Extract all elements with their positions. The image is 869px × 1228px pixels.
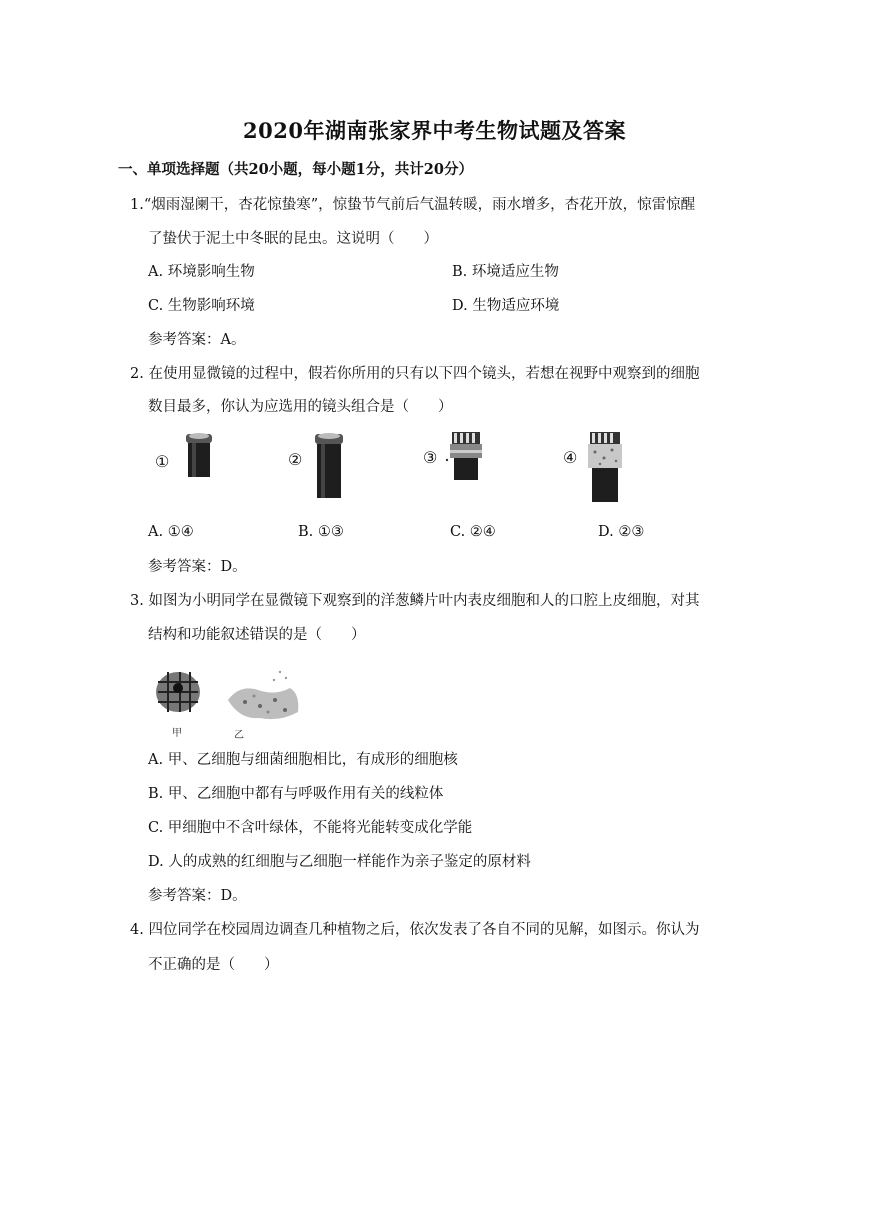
question-3-option-c: C. 甲细胞中不含叶绿体，不能将光能转变成化学能	[148, 820, 473, 836]
question-2-option-a: A. ①④	[148, 524, 194, 540]
objective-long-icon	[560, 428, 630, 508]
question-1-answer: 参考答案：A。	[148, 332, 246, 348]
question-4-line-2: 不正确的是（ ）	[148, 957, 279, 973]
question-4-line-1: 4. 四位同学在校园周边调查几种植物之后，依次发表了各自不同的见解，如图示。你认为	[130, 922, 700, 938]
lens-3-figure	[420, 428, 490, 490]
question-3-line-1: 3. 如图为小明同学在显微镜下观察到的洋葱鳞片叶内表皮细胞和人的口腔上皮细胞，对其	[130, 593, 700, 609]
cells-figure	[150, 660, 320, 740]
section-heading: 一、单项选择题（共20小题，每小题1分，共计20分）	[118, 161, 473, 178]
question-2-option-b: B. ①③	[298, 524, 344, 540]
lens-4-label: ④	[563, 448, 578, 467]
question-1-option-a: A. 环境影响生物	[148, 264, 255, 280]
lens-4-figure	[560, 428, 630, 508]
question-3-option-d: D. 人的成熟的红细胞与乙细胞一样能作为亲子鉴定的原材料	[148, 854, 531, 870]
lens-2-figure	[285, 430, 355, 502]
objective-short-icon	[420, 428, 490, 490]
question-1-option-c: C. 生物影响环境	[148, 298, 255, 314]
lens-1-label: ①	[155, 452, 170, 471]
question-2-line-2: 数目最多，你认为应选用的镜头组合是（ ）	[148, 399, 453, 415]
question-1-line-2: 了蛰伏于泥土中冬眠的昆虫。这说明（ ）	[148, 231, 438, 247]
question-2-option-c: C. ②④	[450, 524, 496, 540]
figure-label-jia: 甲	[172, 728, 182, 739]
question-2-option-d: D. ②③	[598, 524, 645, 540]
lens-3-label: ③	[423, 448, 438, 467]
lens-1-figure	[150, 430, 220, 490]
eyepiece-short-icon	[150, 430, 220, 490]
question-3-option-b: B. 甲、乙细胞中都有与呼吸作用有关的线粒体	[148, 786, 444, 802]
figure-label-yi: 乙	[234, 730, 244, 741]
question-3-option-a: A. 甲、乙细胞与细菌细胞相比，有成形的细胞核	[148, 752, 458, 768]
question-3-answer: 参考答案：D。	[148, 888, 247, 904]
page-title: 2020年湖南张家界中考生物试题及答案	[243, 118, 626, 143]
question-2-answer: 参考答案：D。	[148, 559, 247, 575]
question-3-line-2: 结构和功能叙述错误的是（ ）	[148, 627, 366, 643]
question-1-option-d: D. 生物适应环境	[452, 298, 560, 314]
lens-2-label: ②	[288, 450, 303, 469]
eyepiece-long-icon	[285, 430, 355, 502]
question-1-line-1: 1.“烟雨湿阑干，杏花惊蛰寒”，惊蛰节气前后气温转暖，雨水增多，杏花开放，惊雷惊醒	[130, 197, 696, 213]
question-2-line-1: 2. 在使用显微镜的过程中，假若你所用的只有以下四个镜头，若想在视野中观察到的细胞	[130, 366, 700, 382]
question-1-option-b: B. 环境适应生物	[452, 264, 559, 280]
